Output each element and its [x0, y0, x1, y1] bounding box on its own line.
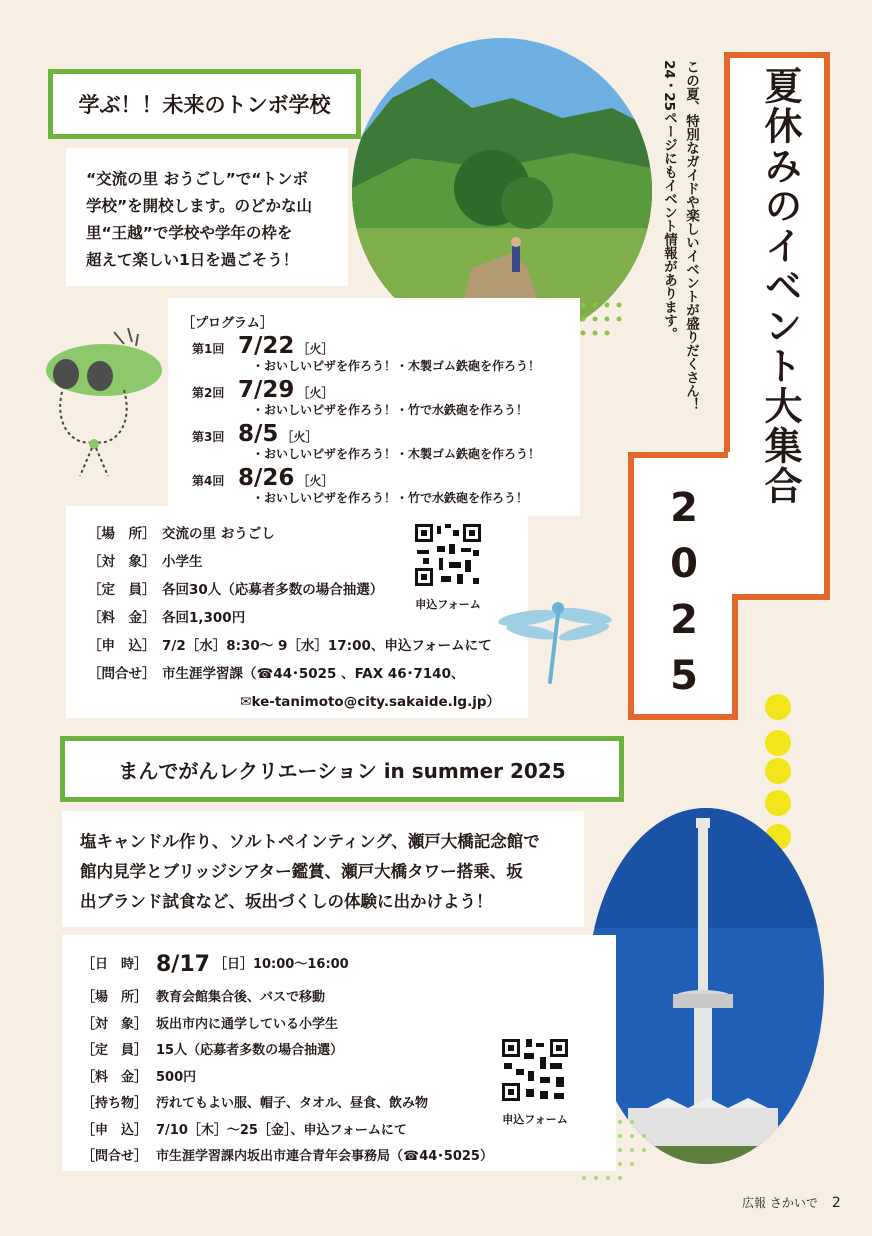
info-value: 汚れてもよい服、帽子、タオル、昼食、飲み物	[156, 1096, 428, 1111]
intro-line: 館内見学とブリッジシアター鑑賞、瀬戸大橋タワー搭乗、坂	[80, 862, 523, 881]
info-value: 15人（応募者多数の場合抽選）	[156, 1043, 344, 1058]
session-desc: ・おいしいピザを作ろう！・木製ゴム鉄砲を作ろう！	[252, 447, 541, 461]
session-row	[192, 467, 570, 489]
info-label: ［定 員］	[88, 582, 156, 598]
section2-title: まんでがんレクリエーション in summer 2025	[60, 736, 624, 802]
session-number: 第2回	[192, 386, 225, 400]
session-weekday: ［火］	[281, 430, 318, 444]
program-box	[168, 298, 580, 516]
session-date: 7/29	[238, 377, 295, 403]
info-row	[88, 660, 516, 688]
year-digit: 2	[670, 485, 698, 531]
session-row	[192, 423, 570, 445]
section2-intro	[62, 811, 584, 927]
session-number: 第4回	[192, 474, 225, 488]
year-digit: 0	[670, 541, 698, 587]
info-row	[82, 1144, 604, 1171]
info-label: ［定 員］	[82, 1043, 148, 1058]
info-label: ［問合せ］	[88, 666, 156, 682]
info-value: 坂出市内に通学している小学生	[156, 1016, 339, 1032]
page-footer	[742, 1194, 841, 1211]
year-digit: 2	[670, 597, 698, 643]
page-number: 2	[831, 1195, 841, 1211]
info-label: ［場 所］	[88, 526, 156, 542]
publication-name: 広報 さかいで	[742, 1196, 818, 1210]
info-value: 教育会館集合後、バスで移動	[156, 990, 326, 1005]
yellow-dot	[765, 730, 791, 756]
info-value: 500円	[156, 1069, 197, 1085]
feature-note	[658, 60, 702, 440]
qr-caption: 申込フォーム	[502, 1113, 568, 1126]
info-value: 7/10［木］～25［金］、申込フォームにて	[156, 1122, 407, 1138]
session-date: 8/5	[238, 421, 279, 447]
session-date: 8/26	[238, 465, 295, 491]
info-value: 市生涯学習課内坂出市連合青年会事務局（☎44･5025）	[156, 1149, 493, 1164]
year-digit: 5	[670, 653, 698, 699]
info-label: ［持ち物］	[82, 1096, 148, 1111]
info-value: 交流の里 おうごし	[162, 526, 275, 542]
intro-line: 学校”を開校します。のどかな山	[86, 197, 312, 215]
tower-photo	[588, 808, 824, 1164]
session-date: 7/22	[238, 333, 295, 359]
session-weekday: ［火］	[297, 386, 334, 400]
session-number: 第3回	[192, 430, 225, 444]
session-desc: ・おいしいピザを作ろう！・木製ゴム鉄砲を作ろう！	[252, 359, 541, 373]
intro-line: 里“王越”で学校や学年の枠を	[86, 224, 293, 242]
session-desc: ・おいしいピザを作ろう！・竹で水鉄砲を作ろう！	[252, 491, 529, 505]
info-label: ［問合せ］	[82, 1149, 148, 1164]
info-value: 7/2［水］8:30～ 9［水］17:00、申込フォームにて	[162, 638, 492, 654]
intro-line: 超えて楽しい1日を過ごそう！	[86, 251, 299, 269]
feature-year	[660, 480, 708, 704]
intro-line: 出ブランド試食など、坂出づくしの体験に出かけよう！	[80, 892, 493, 911]
event-time: ［日］10:00～16:00	[213, 957, 349, 972]
section1-title: 学ぶ！！未来のトンボ学校	[48, 69, 361, 139]
info-label: ［対 象］	[88, 554, 156, 570]
frame-joint	[728, 452, 746, 594]
intro-line: “交流の里 おうごし”で“トンボ	[86, 170, 308, 188]
yellow-dot	[765, 694, 791, 720]
info-row	[82, 1012, 604, 1039]
session-weekday: ［火］	[297, 474, 334, 488]
binoculars-icon	[44, 326, 164, 486]
yellow-dot	[765, 758, 791, 784]
session-number: 第1回	[192, 342, 225, 356]
program-heading: ［プログラム］	[182, 316, 273, 331]
section1-intro	[66, 148, 348, 286]
info-row-date	[82, 945, 604, 985]
info-label: ［場 所］	[82, 990, 148, 1005]
info-label: ［申 込］	[88, 638, 156, 654]
session-desc: ・おいしいピザを作ろう！・竹で水鉄砲を作ろう！	[252, 403, 529, 417]
qr-code-1[interactable]	[413, 522, 483, 612]
info-row	[88, 632, 516, 660]
info-label: ［料 金］	[88, 610, 156, 626]
info-value: 小学生	[162, 554, 203, 570]
info-label: ［日 時］	[82, 957, 148, 972]
intro-line: 塩キャンドル作り、ソルトペインティング、瀬戸大橋記念館で	[80, 832, 540, 851]
qr-caption: 申込フォーム	[415, 598, 481, 611]
event-date: 8/17	[156, 952, 210, 977]
session-row	[192, 335, 570, 357]
info-label: ［料 金］	[82, 1069, 148, 1085]
info-row	[82, 985, 604, 1012]
info-label: ［対 象］	[82, 1016, 148, 1032]
note-line: 24・25ページにもイベント情報があります。	[661, 60, 677, 341]
yellow-dot	[765, 790, 791, 816]
session-weekday: ［火］	[297, 342, 334, 356]
qr-code-2[interactable]	[500, 1037, 570, 1127]
email-link[interactable]: ✉ke-tanimoto@city.sakaide.lg.jp）	[240, 694, 500, 710]
qr-icon	[413, 522, 483, 588]
info-label: ［申 込］	[82, 1122, 148, 1138]
feature-title: 夏休みのイベント大集合	[758, 66, 802, 506]
info-value: 各回30人（応募者多数の場合抽選）	[162, 582, 384, 598]
qr-icon	[500, 1037, 570, 1103]
dragonfly-icon	[498, 598, 616, 688]
info-value: 市生涯学習課（☎44･5025 、FAX 46･7140、	[162, 666, 465, 682]
session-row	[192, 379, 570, 401]
info-value: 各回1,300円	[162, 610, 246, 626]
note-line: この夏、特別なガイドや楽しいイベントが盛りだくさん！	[683, 60, 699, 411]
email-row	[88, 688, 516, 716]
